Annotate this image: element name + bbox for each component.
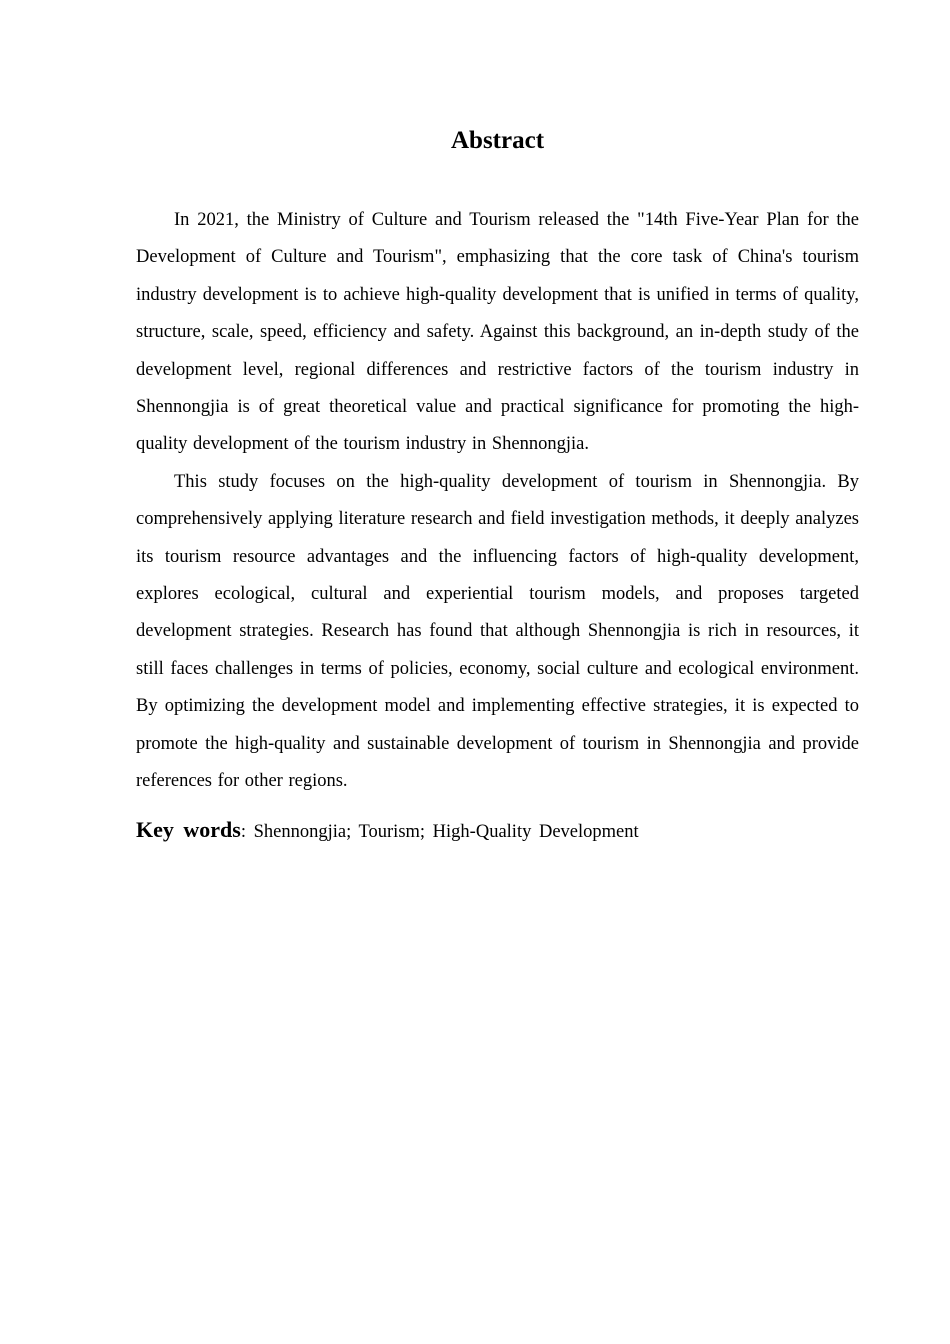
keywords-list: Shennongjia; Tourism; High-Quality Development [253, 821, 639, 842]
keywords-line [136, 813, 859, 849]
abstract-title: Abstract [450, 127, 545, 154]
abstract-paragraph-1: In 2021, the Ministry of Culture and Tourism released the "14th Five-Year Plan for the Development of Culture and Tourism", emphasizing that the core task of China's tourism industry development is to achieve high-quality development that is unified in terms of quality, structure, scale, speed, efficiency and safety. Against this background, an in-depth study of the development level, regional differences and restrictive factors of the tourism industry in Shennongjia is of great theoretical value and practical significance for promoting the high-quality development of the tourism industry in Shennongjia. [136, 210, 859, 455]
abstract-section [136, 122, 859, 849]
abstract-paragraph-2: This study focuses on the high-quality development of tourism in Shennongjia. By comprehensively applying literature research and field investigation methods, it deeply analyzes its tourism resource advantages and the influencing factors of high-quality development, explores ecological, cultural and experiential tourism models, and proposes targeted development strategies. Research has found that although Shennongjia is rich in resources, it still faces challenges in terms of policies, economy, social culture and ecological environment. By optimizing the development model and implementing effective strategies, it is expected to promote the high-quality and sustainable development of tourism in Shennongjia and provide references for other regions. [136, 471, 859, 792]
keywords-label: Key words [136, 816, 241, 842]
keywords-separator: : [240, 821, 246, 842]
